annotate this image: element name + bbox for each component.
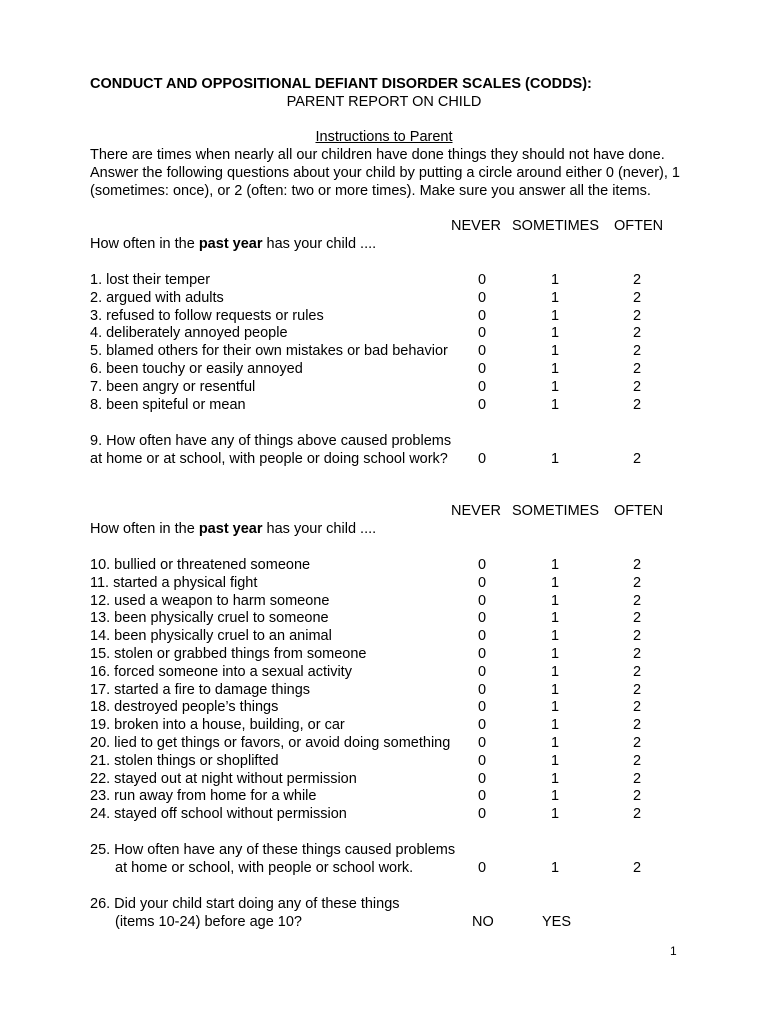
item-option-0[interactable]: 0 — [477, 735, 487, 751]
item-option-0[interactable]: 0 — [477, 272, 487, 288]
scale-never: NEVER — [451, 218, 501, 234]
item-label: 12. used a weapon to harm someone — [90, 592, 330, 609]
item-option-2[interactable]: 2 — [632, 610, 642, 627]
scale-often: OFTEN — [614, 503, 664, 519]
item-option-1[interactable]: 1 — [550, 396, 560, 413]
item-label: 13. been physically cruel to someone — [90, 610, 329, 627]
item-option-0[interactable]: 0 — [477, 663, 487, 680]
item-option-1[interactable]: 1 — [550, 717, 560, 734]
q25-option-1[interactable]: 1 — [550, 860, 560, 876]
item-option-2[interactable]: 2 — [632, 557, 642, 573]
item-label: 23. run away from home for a while — [90, 788, 317, 805]
item-label: 5. blamed others for their own mistakes or bad behavior — [90, 343, 448, 360]
item-label: 7. been angry or resentful — [90, 378, 256, 395]
item-option-2[interactable]: 2 — [632, 788, 642, 805]
q9-line1: 9. How often have any of things above caused problems — [90, 433, 452, 449]
item-option-0[interactable]: 0 — [477, 378, 487, 395]
item-option-1[interactable]: 1 — [550, 788, 560, 805]
item-label: 17. started a fire to damage things — [90, 681, 311, 698]
item-label: 20. lied to get things or favors, or avoid doing something — [90, 735, 451, 751]
item-option-1[interactable]: 1 — [550, 699, 560, 716]
item-option-0[interactable]: 0 — [477, 699, 487, 716]
item-option-2[interactable]: 2 — [632, 361, 642, 377]
q25-option-2[interactable]: 2 — [632, 860, 642, 876]
item-option-2[interactable]: 2 — [632, 343, 642, 360]
item-option-1[interactable]: 1 — [550, 592, 560, 609]
item-option-2[interactable]: 2 — [632, 646, 642, 662]
q25-option-0[interactable]: 0 — [477, 860, 487, 876]
q26-option-no[interactable]: NO — [472, 914, 494, 930]
q26-line2: (items 10-24) before age 10? — [115, 914, 302, 930]
item-option-0[interactable]: 0 — [477, 289, 487, 306]
q25-line1: 25. How often have any of these things caused problems — [90, 842, 456, 858]
item-label: 1. lost their temper — [90, 272, 211, 288]
item-option-1[interactable]: 1 — [550, 610, 560, 627]
item-label: 19. broken into a house, building, or car — [90, 717, 345, 734]
item-option-1[interactable]: 1 — [550, 343, 560, 360]
q26-line1: 26. Did your child start doing any of these things — [90, 896, 400, 912]
item-option-2[interactable]: 2 — [632, 681, 642, 698]
item-label: 16. forced someone into a sexual activity — [90, 663, 352, 680]
prompt-emphasis: past year — [198, 236, 263, 252]
item-option-0[interactable]: 0 — [477, 610, 487, 627]
item-option-2[interactable]: 2 — [632, 592, 642, 609]
item-label: 4. deliberately annoyed people — [90, 325, 288, 342]
item-option-1[interactable]: 1 — [550, 289, 560, 306]
document-title: CONDUCT AND OPPOSITIONAL DEFIANT DISORDER SCALES (CODDS): — [90, 76, 592, 92]
scale-often: OFTEN — [614, 218, 664, 234]
item-label: 21. stolen things or shoplifted — [90, 752, 279, 769]
item-option-0[interactable]: 0 — [477, 806, 487, 823]
item-option-2[interactable]: 2 — [632, 735, 642, 751]
item-option-0[interactable]: 0 — [477, 592, 487, 609]
item-label: 24. stayed off school without permission — [90, 806, 347, 823]
item-option-0[interactable]: 0 — [477, 681, 487, 698]
instructions-heading: Instructions to Parent — [315, 129, 453, 145]
question-prompt-2: How often in the past year has your child .... — [90, 521, 377, 537]
document-subtitle: PARENT REPORT ON CHILD — [286, 94, 482, 110]
item-option-2[interactable]: 2 — [632, 752, 642, 769]
item-option-1[interactable]: 1 — [550, 646, 560, 662]
item-option-2[interactable]: 2 — [632, 806, 642, 823]
scale-sometimes: SOMETIMES — [512, 503, 600, 519]
item-option-0[interactable]: 0 — [477, 557, 487, 573]
item-option-1[interactable]: 1 — [550, 307, 560, 324]
scale-sometimes: SOMETIMES — [512, 218, 600, 234]
q9-option-2[interactable]: 2 — [632, 451, 642, 467]
item-label: 22. stayed out at night without permission — [90, 770, 357, 787]
item-option-2[interactable]: 2 — [632, 307, 642, 324]
item-label: 2. argued with adults — [90, 289, 224, 306]
item-option-0[interactable]: 0 — [477, 752, 487, 769]
item-option-0[interactable]: 0 — [477, 628, 487, 645]
item-option-0[interactable]: 0 — [477, 646, 487, 662]
item-option-1[interactable]: 1 — [550, 663, 560, 680]
item-option-1[interactable]: 1 — [550, 806, 560, 823]
instructions-text: There are times when nearly all our children have done things they should not have done. Answer the following questions about your child by putting a circle around either 0 (never), 1 (sometimes: once), or 2 (often: two or more times). Make sure you answer all the items. — [90, 147, 680, 199]
item-option-2[interactable]: 2 — [632, 717, 642, 734]
item-label: 11. started a physical fight — [90, 574, 258, 591]
q9-line2: at home or at school, with people or doing school work? — [90, 451, 448, 467]
item-option-2[interactable]: 2 — [632, 663, 642, 680]
item-option-2[interactable]: 2 — [632, 325, 642, 342]
item-option-2[interactable]: 2 — [632, 574, 642, 591]
item-option-0[interactable]: 0 — [477, 574, 487, 591]
item-option-2[interactable]: 2 — [632, 770, 642, 787]
item-label: 15. stolen or grabbed things from someone — [90, 646, 367, 662]
item-label: 6. been touchy or easily annoyed — [90, 361, 303, 377]
prompt-emphasis: past year — [198, 521, 263, 537]
q26-option-yes[interactable]: YES — [542, 914, 572, 930]
item-option-1[interactable]: 1 — [550, 681, 560, 698]
item-option-1[interactable]: 1 — [550, 770, 560, 787]
item-label: 8. been spiteful or mean — [90, 396, 246, 413]
item-option-0[interactable]: 0 — [477, 717, 487, 734]
item-label: 18. destroyed people’s things — [90, 699, 279, 716]
item-option-1[interactable]: 1 — [550, 557, 560, 573]
item-option-1[interactable]: 1 — [550, 628, 560, 645]
scale-never: NEVER — [451, 503, 501, 519]
item-option-1[interactable]: 1 — [550, 735, 560, 751]
item-option-2[interactable]: 2 — [632, 628, 642, 645]
q9-option-0[interactable]: 0 — [477, 451, 487, 467]
item-option-2[interactable]: 2 — [632, 699, 642, 716]
item-option-0[interactable]: 0 — [477, 325, 487, 342]
item-option-2[interactable]: 2 — [632, 378, 642, 395]
item-option-1[interactable]: 1 — [550, 574, 560, 591]
item-option-1[interactable]: 1 — [550, 325, 560, 342]
item-option-1[interactable]: 1 — [550, 272, 560, 288]
q25-line2: at home or school, with people or school work. — [115, 860, 414, 876]
item-option-2[interactable]: 2 — [632, 396, 642, 413]
item-option-0[interactable]: 0 — [477, 788, 487, 805]
item-option-2[interactable]: 2 — [632, 289, 642, 306]
item-option-0[interactable]: 0 — [477, 343, 487, 360]
item-option-2[interactable]: 2 — [632, 272, 642, 288]
q9-option-1[interactable]: 1 — [550, 451, 560, 467]
item-option-0[interactable]: 0 — [477, 361, 487, 377]
item-option-0[interactable]: 0 — [477, 396, 487, 413]
item-option-1[interactable]: 1 — [550, 378, 560, 395]
item-option-0[interactable]: 0 — [477, 307, 487, 324]
item-label: 3. refused to follow requests or rules — [90, 307, 324, 324]
item-label: 14. been physically cruel to an animal — [90, 628, 332, 645]
page-number: 1 — [670, 944, 677, 958]
item-label: 10. bullied or threatened someone — [90, 557, 311, 573]
item-option-1[interactable]: 1 — [550, 752, 560, 769]
question-prompt-1: How often in the past year has your child .... — [90, 236, 377, 252]
item-option-1[interactable]: 1 — [550, 361, 560, 377]
item-option-0[interactable]: 0 — [477, 770, 487, 787]
